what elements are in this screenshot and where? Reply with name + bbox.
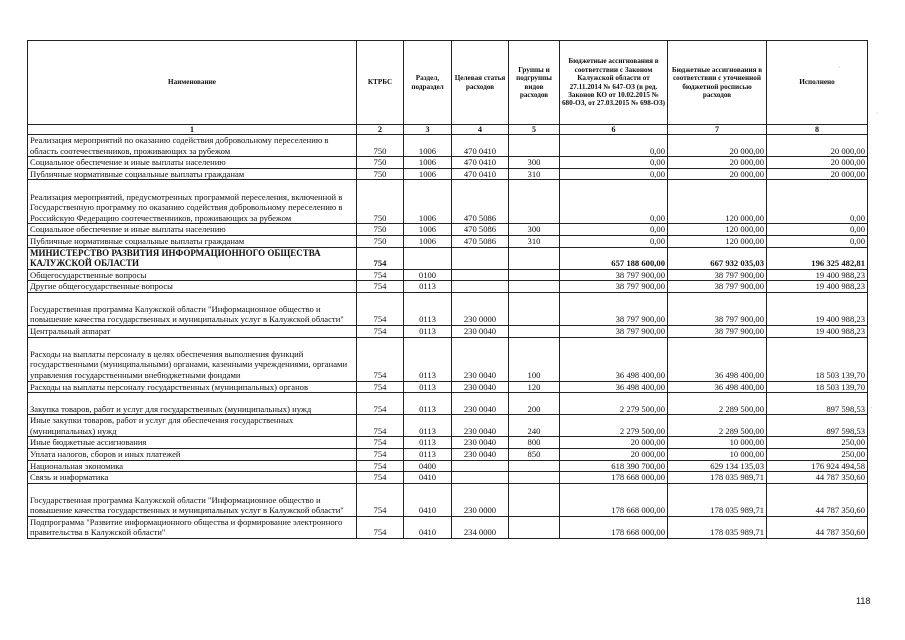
cell-ktrbs: 754 (357, 337, 404, 381)
cell-section: 0113 (404, 393, 452, 415)
cell-law: 0,00 (560, 168, 668, 180)
cell-target: 230 0000 (452, 483, 509, 516)
table-row (28, 325, 868, 337)
cell-law: 2 279 500,00 (560, 393, 668, 415)
table-row (28, 235, 868, 247)
cell-section: 0113 (404, 325, 452, 337)
cell-law: 38 797 900,00 (560, 292, 668, 325)
column-number: 8 (767, 125, 868, 135)
cell-ktrbs: 754 (357, 269, 404, 281)
cell-law: 178 668 000,00 (560, 472, 668, 484)
cell-name: Национальная экономика (28, 460, 357, 472)
cell-name: Подпрограмма "Развитие информационного общества и формирование электронного правительства в Калужской области" (28, 516, 357, 538)
cell-group: 310 (509, 235, 560, 247)
cell-name: Государственная программа Калужской области "Информационное общество и повышение качества государственных и муниципальных услуг в Калужской области" (28, 483, 357, 516)
cell-target (452, 269, 509, 281)
cell-group (509, 325, 560, 337)
cell-executed: 0,00 (767, 180, 868, 224)
cell-group: 310 (509, 168, 560, 180)
cell-target: 470 0410 (452, 135, 509, 157)
cell-ktrbs: 750 (357, 157, 404, 169)
header-refined: Бюджетные ассигнования в соответствии с уточненной бюджетной росписью расходов (668, 41, 767, 125)
cell-group (509, 460, 560, 472)
cell-target: 230 0040 (452, 415, 509, 437)
cell-law: 0,00 (560, 157, 668, 169)
cell-name: Расходы на выплаты персоналу государственных (муниципальных) органов (28, 381, 357, 393)
cell-section: 1006 (404, 135, 452, 157)
column-number: 5 (509, 125, 560, 135)
cell-target: 230 0040 (452, 381, 509, 393)
cell-law: 36 498 400,00 (560, 381, 668, 393)
cell-refined: 178 035 989,71 (668, 472, 767, 484)
cell-refined: 2 289 500,00 (668, 415, 767, 437)
cell-name: Реализация мероприятий по оказанию содействия добровольному переселению в область соотечественников, проживающих за рубежом (28, 135, 357, 157)
cell-group: 200 (509, 393, 560, 415)
cell-target (452, 247, 509, 269)
cell-group: 800 (509, 437, 560, 449)
table-header (28, 41, 868, 135)
cell-group (509, 135, 560, 157)
table-row (28, 472, 868, 484)
cell-name: Расходы на выплаты персоналу в целях обеспечения выполнения функций государственными (муниципальными) органами, казенными учреждениями, органами управления государственными внебюджетными фондами (28, 337, 357, 381)
scan-speck: · (870, 404, 873, 411)
table-row (28, 180, 868, 224)
cell-section: 1006 (404, 157, 452, 169)
cell-group (509, 483, 560, 516)
cell-refined: 629 134 135,03 (668, 460, 767, 472)
cell-section: 0410 (404, 483, 452, 516)
header-ktrbs: КТРБС (357, 41, 404, 125)
cell-group (509, 281, 560, 293)
table-row (28, 393, 868, 415)
cell-target: 470 0410 (452, 168, 509, 180)
cell-name: Другие общегосударственные вопросы (28, 281, 357, 293)
cell-executed: 44 787 350,60 (767, 516, 868, 538)
cell-target: 230 0040 (452, 393, 509, 415)
cell-refined: 667 932 035,03 (668, 247, 767, 269)
cell-executed: 176 924 494,58 (767, 460, 868, 472)
table-row (28, 168, 868, 180)
cell-target: 230 0040 (452, 448, 509, 460)
cell-refined: 20 000,00 (668, 168, 767, 180)
cell-group: 300 (509, 157, 560, 169)
cell-section: 0113 (404, 415, 452, 437)
cell-refined: 178 035 989,71 (668, 483, 767, 516)
cell-law: 38 797 900,00 (560, 325, 668, 337)
cell-refined: 10 000,00 (668, 448, 767, 460)
table-row (28, 516, 868, 538)
header-groups: Группы и подгруппы видов расходов (509, 41, 560, 125)
cell-target: 234 0000 (452, 516, 509, 538)
cell-ktrbs: 754 (357, 393, 404, 415)
cell-target (452, 281, 509, 293)
cell-name: МИНИСТЕРСТВО РАЗВИТИЯ ИНФОРМАЦИОННОГО ОБЩЕСТВА КАЛУЖСКОЙ ОБЛАСТИ (28, 247, 357, 269)
cell-ktrbs: 754 (357, 460, 404, 472)
table-row (28, 281, 868, 293)
cell-target: 470 5086 (452, 235, 509, 247)
table-row (28, 135, 868, 157)
cell-name: Реализация мероприятий, предусмотренных программой переселения, включенной в Государственную программу по оказанию содействия добровольному переселению в Российскую Федерацию соотечественников, проживающих за рубежом (28, 180, 357, 224)
cell-name: Публичные нормативные социальные выплаты гражданам (28, 235, 357, 247)
cell-refined: 36 498 400,00 (668, 381, 767, 393)
header-target: Целевая статья расходов (452, 41, 509, 125)
cell-section: 0100 (404, 269, 452, 281)
cell-ktrbs: 754 (357, 448, 404, 460)
cell-refined: 178 035 989,71 (668, 516, 767, 538)
header-name: Наименование (28, 41, 357, 125)
table-row (28, 460, 868, 472)
table-row (28, 224, 868, 236)
table-row (28, 157, 868, 169)
cell-executed: 20 000,00 (767, 168, 868, 180)
cell-law: 618 390 700,00 (560, 460, 668, 472)
cell-refined: 38 797 900,00 (668, 281, 767, 293)
cell-section: 0400 (404, 460, 452, 472)
table-row (28, 437, 868, 449)
cell-law: 0,00 (560, 180, 668, 224)
cell-law: 178 668 000,00 (560, 483, 668, 516)
cell-law: 38 797 900,00 (560, 281, 668, 293)
page-number: 118 (856, 596, 871, 606)
cell-refined: 38 797 900,00 (668, 269, 767, 281)
cell-ktrbs: 754 (357, 281, 404, 293)
cell-section: 0410 (404, 516, 452, 538)
cell-name: Социальное обеспечение и иные выплаты населению (28, 157, 357, 169)
cell-name: Связь и информатика (28, 472, 357, 484)
cell-target (452, 472, 509, 484)
cell-ktrbs: 754 (357, 516, 404, 538)
cell-law: 657 188 600,00 (560, 247, 668, 269)
cell-name: Государственная программа Калужской области "Информационное общество и повышение качества государственных и муниципальных услуг в Калужской области" (28, 292, 357, 325)
cell-name: Общегосударственные вопросы (28, 269, 357, 281)
column-number: 4 (452, 125, 509, 135)
column-number: 6 (560, 125, 668, 135)
cell-section: 1006 (404, 235, 452, 247)
scan-speck: · (876, 110, 879, 117)
cell-law: 38 797 900,00 (560, 269, 668, 281)
table-row (28, 247, 868, 269)
cell-group (509, 269, 560, 281)
cell-name: Иные закупки товаров, работ и услуг для обеспечения государственных (муниципальных) нужд (28, 415, 357, 437)
cell-refined: 38 797 900,00 (668, 292, 767, 325)
cell-executed: 196 325 482,81 (767, 247, 868, 269)
cell-executed: 0,00 (767, 224, 868, 236)
cell-ktrbs: 754 (357, 472, 404, 484)
column-number-row (28, 125, 868, 135)
cell-executed: 20 000,00 (767, 157, 868, 169)
scan-speck: · (838, 64, 841, 71)
cell-ktrbs: 750 (357, 135, 404, 157)
cell-section: 0113 (404, 281, 452, 293)
cell-refined: 10 000,00 (668, 437, 767, 449)
cell-section (404, 247, 452, 269)
cell-name: Закупка товаров, работ и услуг для государственных (муниципальных) нужд (28, 393, 357, 415)
cell-section: 1006 (404, 224, 452, 236)
cell-target: 230 0040 (452, 437, 509, 449)
table-row (28, 292, 868, 325)
cell-executed: 250,00 (767, 437, 868, 449)
cell-executed: 19 400 988,23 (767, 269, 868, 281)
cell-section: 0113 (404, 448, 452, 460)
header-law: Бюджетные ассигнования в соответствии с Законом Калужской области от 27.11.2014 № 647-ОЗ (в ред. Законов КО от 10.02.2015 № 680-ОЗ, от 27.03.2015 № 698-ОЗ) (560, 41, 668, 125)
cell-section: 0113 (404, 337, 452, 381)
table-row (28, 448, 868, 460)
cell-group: 240 (509, 415, 560, 437)
cell-section: 1006 (404, 168, 452, 180)
cell-executed: 0,00 (767, 235, 868, 247)
cell-group (509, 292, 560, 325)
cell-group: 850 (509, 448, 560, 460)
cell-target: 230 0040 (452, 325, 509, 337)
cell-group (509, 180, 560, 224)
cell-group: 300 (509, 224, 560, 236)
cell-target: 470 0410 (452, 157, 509, 169)
cell-executed: 897 598,53 (767, 393, 868, 415)
column-number: 2 (357, 125, 404, 135)
cell-section: 0113 (404, 292, 452, 325)
cell-section: 0113 (404, 437, 452, 449)
cell-name: Иные бюджетные ассигнования (28, 437, 357, 449)
cell-section: 0113 (404, 381, 452, 393)
cell-law: 36 498 400,00 (560, 337, 668, 381)
cell-group (509, 472, 560, 484)
table-row (28, 269, 868, 281)
cell-ktrbs: 754 (357, 381, 404, 393)
cell-executed: 18 503 139,70 (767, 381, 868, 393)
cell-executed: 44 787 350,60 (767, 472, 868, 484)
table-row (28, 483, 868, 516)
cell-refined: 120 000,00 (668, 235, 767, 247)
cell-ktrbs: 754 (357, 415, 404, 437)
cell-law: 2 279 500,00 (560, 415, 668, 437)
cell-name: Социальное обеспечение и иные выплаты населению (28, 224, 357, 236)
cell-name: Публичные нормативные социальные выплаты гражданам (28, 168, 357, 180)
cell-executed: 19 400 988,23 (767, 325, 868, 337)
cell-target: 470 5086 (452, 224, 509, 236)
cell-ktrbs: 754 (357, 325, 404, 337)
column-number: 3 (404, 125, 452, 135)
cell-law: 0,00 (560, 135, 668, 157)
cell-ktrbs: 754 (357, 483, 404, 516)
budget-execution-table (27, 40, 868, 539)
cell-ktrbs: 754 (357, 292, 404, 325)
table-row (28, 337, 868, 381)
table-row (28, 381, 868, 393)
cell-executed: 20 000,00 (767, 135, 868, 157)
column-number: 1 (28, 125, 357, 135)
cell-executed: 897 598,53 (767, 415, 868, 437)
cell-ktrbs: 754 (357, 247, 404, 269)
cell-executed: 19 400 988,23 (767, 281, 868, 293)
budget-table-sheet (27, 40, 867, 539)
cell-ktrbs: 750 (357, 235, 404, 247)
cell-refined: 2 289 500,00 (668, 393, 767, 415)
column-number: 7 (668, 125, 767, 135)
cell-law: 0,00 (560, 235, 668, 247)
cell-ktrbs: 750 (357, 224, 404, 236)
cell-law: 20 000,00 (560, 448, 668, 460)
table-row (28, 415, 868, 437)
cell-group: 100 (509, 337, 560, 381)
cell-target: 230 0000 (452, 292, 509, 325)
cell-executed: 19 400 988,23 (767, 292, 868, 325)
cell-target: 470 5086 (452, 180, 509, 224)
cell-ktrbs: 754 (357, 437, 404, 449)
table-body (28, 135, 868, 539)
cell-refined: 120 000,00 (668, 224, 767, 236)
header-executed: Исполнено (767, 41, 868, 125)
cell-group: 120 (509, 381, 560, 393)
cell-law: 20 000,00 (560, 437, 668, 449)
cell-refined: 20 000,00 (668, 157, 767, 169)
cell-target: 230 0040 (452, 337, 509, 381)
cell-name: Уплата налогов, сборов и иных платежей (28, 448, 357, 460)
cell-executed: 44 787 350,60 (767, 483, 868, 516)
cell-section: 0410 (404, 472, 452, 484)
cell-name: Центральный аппарат (28, 325, 357, 337)
cell-refined: 120 000,00 (668, 180, 767, 224)
cell-ktrbs: 750 (357, 180, 404, 224)
cell-refined: 36 498 400,00 (668, 337, 767, 381)
cell-law: 0,00 (560, 224, 668, 236)
cell-section: 1006 (404, 180, 452, 224)
cell-ktrbs: 750 (357, 168, 404, 180)
header-section: Раздел, подраздел (404, 41, 452, 125)
cell-executed: 18 503 139,70 (767, 337, 868, 381)
cell-group (509, 516, 560, 538)
cell-executed: 250,00 (767, 448, 868, 460)
cell-refined: 38 797 900,00 (668, 325, 767, 337)
cell-law: 178 668 000,00 (560, 516, 668, 538)
cell-target (452, 460, 509, 472)
cell-group (509, 247, 560, 269)
cell-refined: 20 000,00 (668, 135, 767, 157)
